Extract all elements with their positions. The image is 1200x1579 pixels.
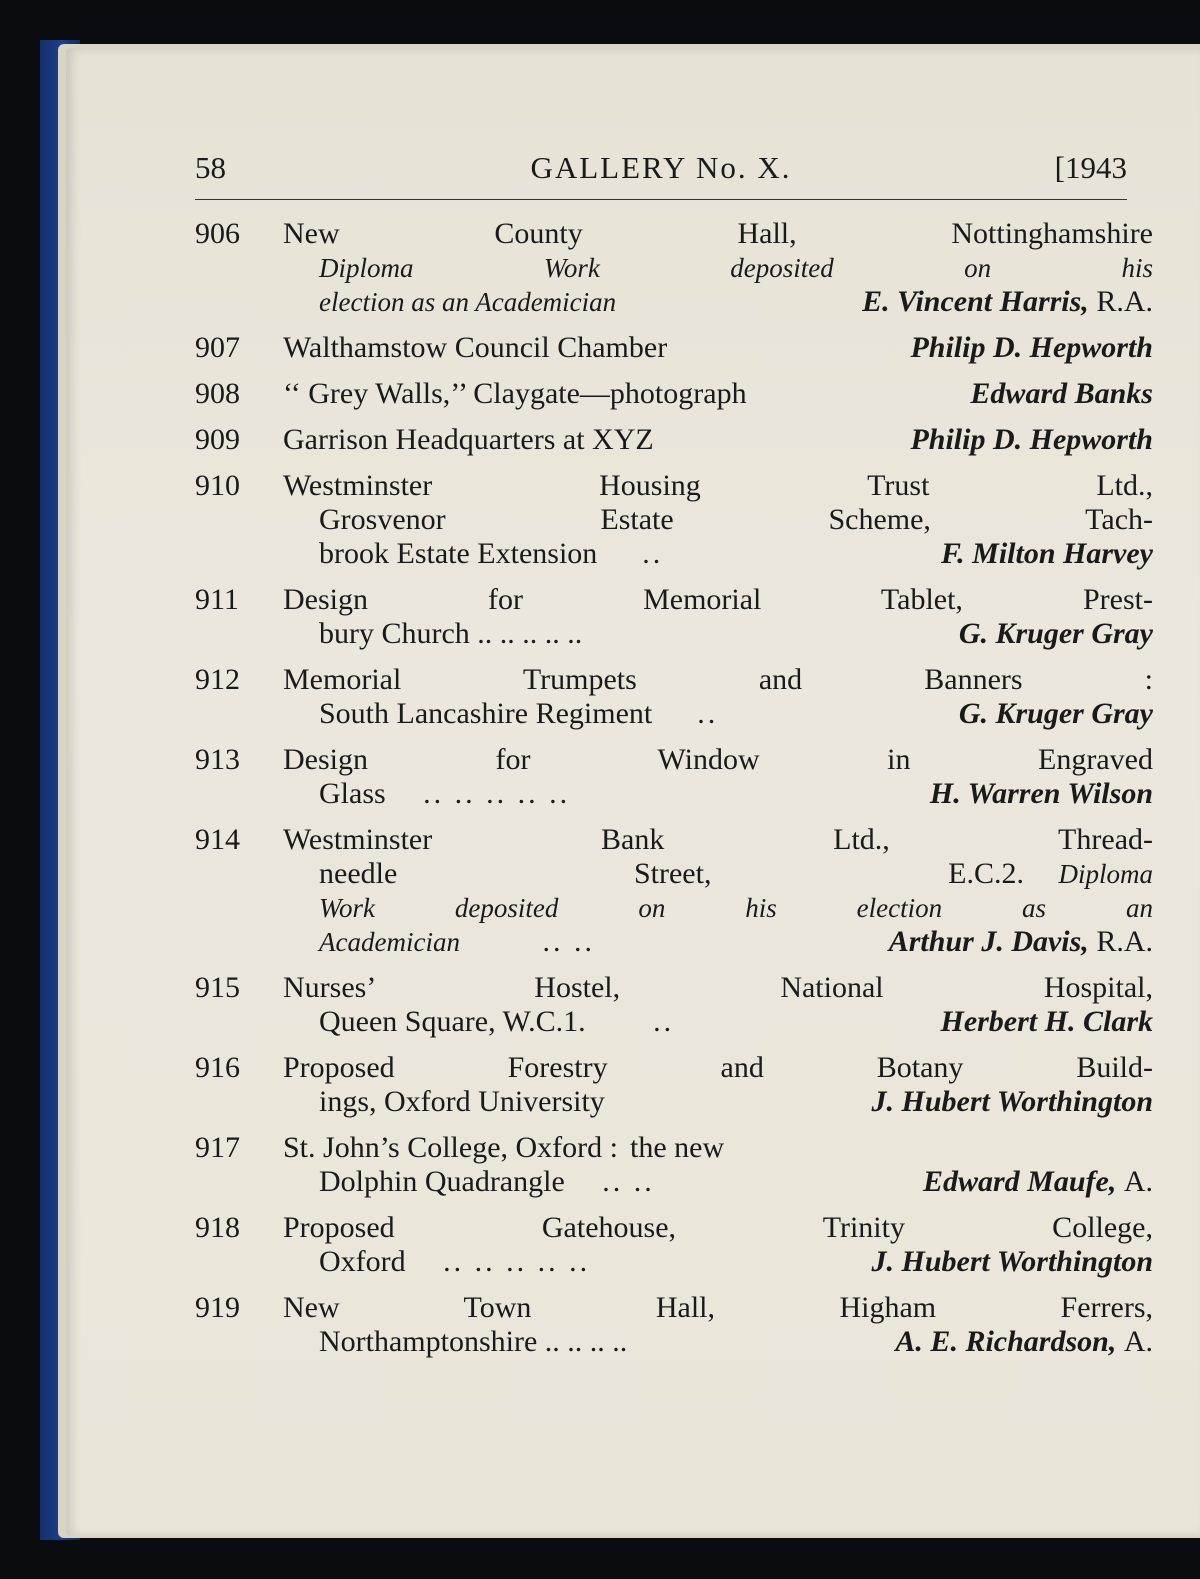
catalogue-entry bbox=[195, 1291, 1153, 1359]
entry-title: Glass .. .. .. .. .. bbox=[319, 777, 571, 810]
entry-title: Design for Memorial Tablet, Prest- bbox=[283, 583, 1153, 616]
gallery-title: GALLERY No. X. bbox=[530, 150, 792, 185]
catalogue-year: [1943 bbox=[1054, 150, 1127, 185]
entry-title: Nurses’ Hostel, National Hospital, bbox=[283, 971, 1153, 1004]
catalogue-entry bbox=[195, 1051, 1153, 1119]
entry-note: Work deposited on his election as an bbox=[319, 893, 1153, 923]
entry-author: E. Vincent Harris, R.A. bbox=[862, 285, 1153, 318]
catalogue-entry bbox=[195, 469, 1153, 571]
catalogue-entry bbox=[195, 1211, 1153, 1279]
entry-title: New County Hall, Nottinghamshire bbox=[283, 217, 1153, 250]
catalogue-entry bbox=[195, 423, 1153, 457]
entry-number: 907 bbox=[195, 331, 240, 364]
entry-author: Edward Maufe, A. bbox=[922, 1165, 1153, 1198]
header-rule bbox=[195, 199, 1127, 200]
entry-author: Philip D. Hepworth bbox=[910, 423, 1153, 456]
entry-title: ‘‘ Grey Walls,’’ Claygate—photograph bbox=[283, 377, 747, 410]
entry-note: Diploma bbox=[1058, 859, 1153, 889]
catalogue-entry bbox=[195, 583, 1153, 651]
entry-number: 918 bbox=[195, 1211, 240, 1244]
entry-author: F. Milton Harvey bbox=[941, 537, 1153, 570]
entry-title: Oxford .. .. .. .. .. bbox=[319, 1245, 591, 1278]
catalogue-entry bbox=[195, 377, 1153, 411]
entry-number: 913 bbox=[195, 743, 240, 776]
entry-author: Herbert H. Clark bbox=[940, 1005, 1153, 1038]
running-header bbox=[195, 148, 1127, 198]
entry-number: 909 bbox=[195, 423, 240, 456]
entry-title: Queen Square, W.C.1. .. bbox=[319, 1005, 675, 1038]
entry-title: Westminster Housing Trust Ltd., bbox=[283, 469, 1153, 502]
entry-title: Dolphin Quadrangle .. .. bbox=[319, 1165, 655, 1198]
entry-author: G. Kruger Gray bbox=[958, 697, 1153, 730]
entry-number: 914 bbox=[195, 823, 240, 856]
entry-author: H. Warren Wilson bbox=[929, 777, 1153, 810]
entry-note: election as an Academician bbox=[319, 287, 617, 317]
entry-author: J. Hubert Worthington bbox=[871, 1245, 1153, 1278]
catalogue-entry bbox=[195, 217, 1153, 319]
entry-number: 906 bbox=[195, 217, 240, 250]
entry-title: Design for Window in Engraved bbox=[283, 743, 1153, 776]
entry-author: Philip D. Hepworth bbox=[910, 331, 1153, 364]
entry-title: Memorial Trumpets and Banners : bbox=[283, 663, 1153, 696]
entry-number: 912 bbox=[195, 663, 240, 696]
catalogue-entry bbox=[195, 331, 1153, 365]
entry-author: G. Kruger Gray bbox=[958, 617, 1153, 650]
entry-number: 917 bbox=[195, 1131, 240, 1164]
entry-author: Arthur J. Davis, R.A. bbox=[888, 925, 1153, 958]
entry-title: bury Church .. .. .. .. .. bbox=[319, 617, 583, 650]
entry-number: 919 bbox=[195, 1291, 240, 1324]
entry-title: New Town Hall, Higham Ferrers, bbox=[283, 1291, 1153, 1324]
catalogue-entry bbox=[195, 971, 1153, 1039]
entry-title: ings, Oxford University bbox=[319, 1085, 605, 1118]
catalogue-entry bbox=[195, 663, 1153, 731]
entry-author: Edward Banks bbox=[970, 377, 1153, 410]
entry-note: Academician .. .. bbox=[319, 925, 595, 958]
entry-title: needle Street, E.C.2. bbox=[319, 857, 1024, 890]
entry-title: brook Estate Extension .. bbox=[319, 537, 664, 570]
entry-title: Garrison Headquarters at XYZ bbox=[283, 423, 654, 456]
entry-title: Proposed Gatehouse, Trinity College, bbox=[283, 1211, 1153, 1244]
entry-number: 911 bbox=[195, 583, 239, 616]
entry-number: 916 bbox=[195, 1051, 240, 1084]
entry-title: Proposed Forestry and Botany Build- bbox=[283, 1051, 1153, 1084]
entry-note: Diploma Work deposited on his bbox=[319, 253, 1153, 283]
entry-title: Walthamstow Council Chamber bbox=[283, 331, 668, 364]
catalogue-entry bbox=[195, 823, 1153, 959]
entry-title: the new bbox=[630, 1131, 725, 1164]
page-number: 58 bbox=[195, 150, 226, 185]
entry-number: 910 bbox=[195, 469, 240, 502]
entry-title: South Lancashire Regiment .. bbox=[319, 697, 719, 730]
entry-title: Northamptonshire .. .. .. .. bbox=[319, 1325, 628, 1358]
entry-title: Westminster Bank Ltd., Thread- bbox=[283, 823, 1153, 856]
entry-number: 908 bbox=[195, 377, 240, 410]
entry-title: St. John’s College, Oxford : bbox=[283, 1131, 618, 1164]
entry-author: J. Hubert Worthington bbox=[871, 1085, 1153, 1118]
catalogue-entry bbox=[195, 743, 1153, 811]
entry-number: 915 bbox=[195, 971, 240, 1004]
catalogue-entries bbox=[195, 217, 1153, 1371]
catalogue-entry bbox=[195, 1131, 1153, 1199]
entry-title: Grosvenor Estate Scheme, Tach- bbox=[319, 503, 1153, 536]
entry-author: A. E. Richardson, A. bbox=[895, 1325, 1153, 1358]
